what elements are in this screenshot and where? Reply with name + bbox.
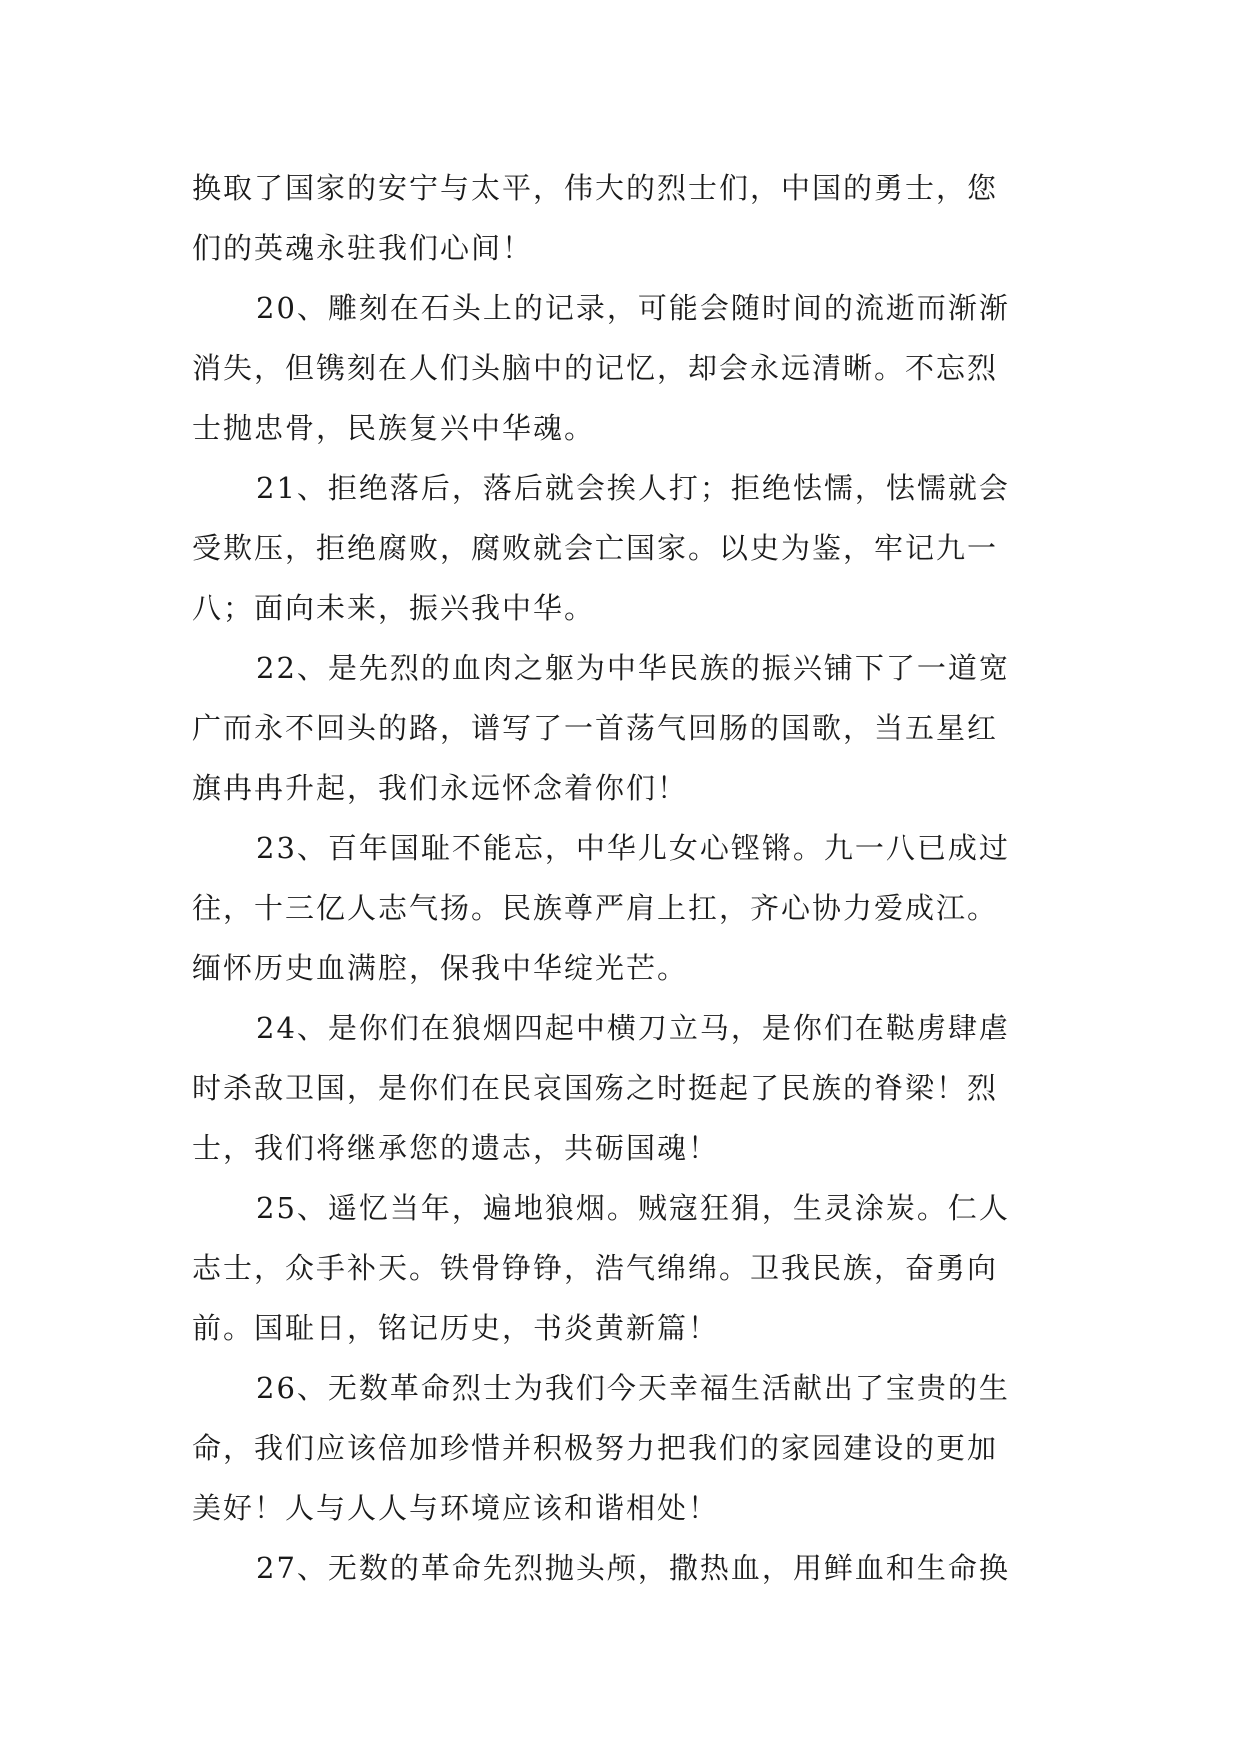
paragraph-26	[192, 1358, 1072, 1538]
text-line: 志士，众手补天。铁骨铮铮，浩气绵绵。卫我民族，奋勇向	[192, 1251, 999, 1285]
text-line: 21、拒绝落后，落后就会挨人打；拒绝怯懦，怯懦就会	[256, 471, 1010, 505]
text-line: 前。国耻日，铭记历史，书炎黄新篇！	[192, 1311, 720, 1345]
text-line: 26、无数革命烈士为我们今天幸福生活献出了宝贵的生	[256, 1371, 1010, 1405]
text-line: 24、是你们在狼烟四起中横刀立马，是你们在鞑虏肆虐	[256, 1011, 1010, 1045]
text-line: 美好！人与人人与环境应该和谐相处！	[192, 1491, 720, 1525]
text-line: 时杀敌卫国，是你们在民哀国殇之时挺起了民族的脊梁！烈	[192, 1071, 999, 1105]
paragraph-23	[192, 818, 1072, 998]
text-line: 换取了国家的安宁与太平，伟大的烈士们，中国的勇士，您	[192, 171, 999, 205]
text-line: 八；面向未来，振兴我中华。	[192, 591, 596, 625]
text-line: 旗冉冉升起，我们永远怀念着你们！	[192, 771, 689, 805]
text-line: 士抛忠骨，民族复兴中华魂。	[192, 411, 596, 445]
text-line: 消失，但镌刻在人们头脑中的记忆，却会永远清晰。不忘烈	[192, 351, 999, 385]
text-line: 25、遥忆当年，遍地狼烟。贼寇狂狷，生灵涂炭。仁人	[256, 1191, 1010, 1225]
text-line: 命，我们应该倍加珍惜并积极努力把我们的家园建设的更加	[192, 1431, 999, 1465]
paragraph-25	[192, 1178, 1072, 1358]
text-line: 士，我们将继承您的遗志，共砺国魂！	[192, 1131, 720, 1165]
text-line: 们的英魂永驻我们心间！	[192, 231, 534, 265]
paragraph-20	[192, 278, 1072, 458]
text-line: 广而永不回头的路，谱写了一首荡气回肠的国歌，当五星红	[192, 711, 999, 745]
text-line: 27、无数的革命先烈抛头颅，撒热血，用鲜血和生命换	[256, 1551, 1010, 1585]
text-line: 22、是先烈的血肉之躯为中华民族的振兴铺下了一道宽	[256, 651, 1010, 685]
paragraph-22	[192, 638, 1072, 818]
text-line: 缅怀历史血满腔，保我中华绽光芒。	[192, 951, 689, 985]
paragraph-24	[192, 998, 1072, 1178]
text-line: 20、雕刻在石头上的记录，可能会随时间的流逝而渐渐	[256, 291, 1010, 325]
paragraph-27	[192, 1538, 1072, 1598]
text-line: 往，十三亿人志气扬。民族尊严肩上扛，齐心协力爱成江。	[192, 891, 999, 925]
text-line: 23、百年国耻不能忘，中华儿女心铿锵。九一八已成过	[256, 831, 1010, 865]
paragraph-continuation	[192, 158, 1072, 278]
paragraph-21	[192, 458, 1072, 638]
document-body	[192, 158, 1072, 1598]
text-line: 受欺压，拒绝腐败，腐败就会亡国家。以史为鉴，牢记九一	[192, 531, 999, 565]
